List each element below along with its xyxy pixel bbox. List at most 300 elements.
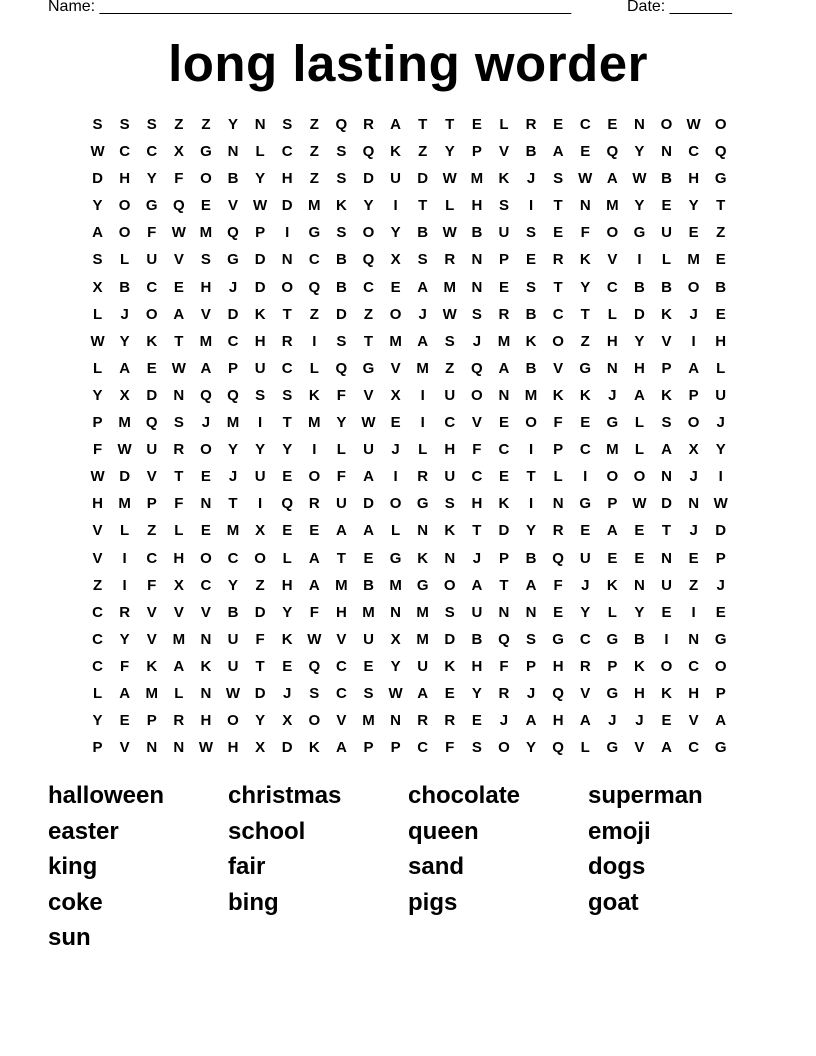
grid-letter: H <box>471 495 483 513</box>
grid-letter: F <box>580 224 590 242</box>
grid-letter: C <box>281 359 293 377</box>
grid-letter: W <box>442 224 457 242</box>
grid-letter: A <box>688 359 700 377</box>
grid-letter: M <box>524 386 538 404</box>
grid-letter: R <box>417 468 429 486</box>
grid-letter: W <box>171 359 186 377</box>
grid-letter: B <box>227 603 239 621</box>
grid-letter: N <box>200 630 212 648</box>
grid-letter: Q <box>552 549 564 567</box>
grid-letter: Y <box>146 170 157 188</box>
grid-letter: U <box>146 441 158 459</box>
grid-letter: J <box>716 576 725 594</box>
grid-letter: D <box>417 170 429 188</box>
grid-letter: M <box>497 332 511 350</box>
grid-letter: Y <box>526 522 537 540</box>
grid-letter: D <box>335 305 347 323</box>
grid-letter: K <box>579 251 591 269</box>
grid-letter: D <box>254 278 266 296</box>
grid-letter: K <box>444 522 456 540</box>
grid-letter: D <box>363 170 374 188</box>
grid-letter: Q <box>552 684 564 702</box>
grid-letter: X <box>390 386 401 404</box>
grid-letter: G <box>714 170 727 188</box>
grid-letter: Z <box>92 576 103 594</box>
grid-letter: A <box>417 278 429 296</box>
grid-letter: H <box>634 359 645 377</box>
grid-letter: Y <box>471 684 482 702</box>
grid-letter: W <box>361 414 376 432</box>
grid-letter: I <box>528 441 534 459</box>
grid-letter: D <box>363 495 374 513</box>
grid-letter: C <box>146 143 158 161</box>
grid-letter: C <box>498 441 510 459</box>
grid-letter: S <box>363 684 374 702</box>
grid-letter: Z <box>255 576 265 594</box>
grid-letter: C <box>92 657 103 675</box>
grid-letter: G <box>416 495 429 513</box>
grid-letter: Z <box>580 332 590 350</box>
grid-letter: P <box>146 495 157 513</box>
grid-letter: W <box>388 684 403 702</box>
grid-letter: Z <box>418 143 428 161</box>
grid-letter: I <box>285 224 290 242</box>
grid-letter: K <box>579 386 591 404</box>
grid-letter: K <box>281 630 293 648</box>
grid-letter: Y <box>634 143 645 161</box>
grid-letter: F <box>147 224 157 242</box>
grid-letter: O <box>714 657 727 675</box>
grid-letter: L <box>282 549 292 567</box>
grid-letter: N <box>146 739 158 757</box>
grid-letter: H <box>471 197 483 215</box>
grid-letter: D <box>281 197 293 215</box>
grid-letter: E <box>580 143 591 161</box>
grid-letter: H <box>227 739 239 757</box>
grid-letter: T <box>418 197 428 215</box>
grid-letter: A <box>363 522 374 540</box>
grid-letter: M <box>118 414 131 432</box>
grid-letter: Q <box>281 495 294 513</box>
grid-letter: Z <box>309 305 319 323</box>
grid-letter: J <box>526 170 536 188</box>
grid-letter: A <box>525 576 537 594</box>
grid-letter: Y <box>580 603 591 621</box>
grid-letter: N <box>200 495 212 513</box>
grid-letter: M <box>172 630 186 648</box>
grid-letter: Q <box>172 197 185 215</box>
grid-letter: D <box>444 630 456 648</box>
grid-letter: W <box>253 197 268 215</box>
grid-letter: F <box>309 603 319 621</box>
grid-letter: U <box>579 549 591 567</box>
grid-letter: C <box>552 305 564 323</box>
grid-letter: F <box>92 441 103 459</box>
grid-letter: O <box>633 468 646 486</box>
word-bank-item: queen <box>408 817 479 845</box>
grid-letter: S <box>282 116 293 133</box>
grid-letter: U <box>254 468 266 486</box>
grid-letter: L <box>120 251 130 269</box>
grid-letter: A <box>119 684 131 702</box>
grid-letter: S <box>200 251 211 269</box>
grid-letter: K <box>254 305 266 323</box>
grid-letter: E <box>661 712 672 730</box>
grid-letter: R <box>498 684 510 702</box>
grid-letter: S <box>282 386 293 404</box>
grid-letter: E <box>715 305 726 323</box>
grid-letter: N <box>444 549 456 567</box>
grid-letter: O <box>389 495 402 513</box>
grid-letter: S <box>336 224 347 242</box>
grid-letter: B <box>634 278 645 296</box>
grid-letter: M <box>226 414 240 432</box>
grid-letter: A <box>525 712 537 730</box>
grid-letter: J <box>201 414 211 432</box>
grid-letter: O <box>687 414 700 432</box>
grid-letter: L <box>634 441 644 459</box>
grid-letter: N <box>471 251 483 269</box>
grid-letter: S <box>471 305 482 323</box>
grid-letter: I <box>312 441 317 459</box>
grid-letter: R <box>498 305 510 323</box>
grid-letter: Q <box>335 116 348 133</box>
grid-letter: C <box>308 251 320 269</box>
grid-letter: F <box>499 657 509 675</box>
grid-letter: B <box>335 251 347 269</box>
word-bank-item: sun <box>48 924 91 951</box>
grid-letter: J <box>526 684 536 702</box>
grid-letter: V <box>688 712 699 730</box>
grid-letter: G <box>145 197 158 215</box>
grid-letter: O <box>308 712 321 730</box>
grid-letter: G <box>633 224 646 242</box>
grid-letter: L <box>418 441 428 459</box>
grid-letter: G <box>416 576 429 594</box>
grid-letter: Y <box>634 603 645 621</box>
grid-letter: A <box>363 468 374 486</box>
grid-letter: V <box>580 684 591 702</box>
grid-letter: S <box>92 251 103 269</box>
grid-letter: T <box>445 116 455 133</box>
grid-letter: Q <box>552 739 564 757</box>
grid-letter: I <box>393 197 398 215</box>
grid-letter: K <box>200 657 212 675</box>
grid-letter: T <box>418 116 428 133</box>
grid-letter: M <box>362 712 375 730</box>
grid-letter: G <box>389 549 402 567</box>
word-bank-item: dogs <box>588 853 646 880</box>
grid-letter: W <box>713 495 728 513</box>
grid-letter: E <box>119 712 130 730</box>
grid-letter: N <box>173 386 185 404</box>
grid-letter: B <box>525 359 537 377</box>
grid-letter: U <box>227 657 239 675</box>
grid-letter: T <box>580 305 590 323</box>
grid-letter: N <box>661 143 672 161</box>
grid-letter: T <box>228 495 238 513</box>
word-bank-item: school <box>228 817 306 845</box>
grid-letter: C <box>471 468 483 486</box>
grid-letter: P <box>498 549 509 567</box>
grid-letter: R <box>525 116 537 133</box>
grid-letter: W <box>686 116 701 133</box>
grid-letter: F <box>472 441 482 459</box>
grid-letter: M <box>199 332 213 350</box>
grid-letter: I <box>691 332 696 350</box>
grid-letter: U <box>661 576 672 594</box>
grid-letter: S <box>336 143 347 161</box>
grid-letter: G <box>552 630 564 648</box>
date-field-label: Date: _______ <box>627 0 732 15</box>
grid-letter: H <box>254 332 266 350</box>
grid-letter: W <box>225 684 241 702</box>
grid-letter: U <box>498 224 510 242</box>
grid-letter: R <box>173 712 185 730</box>
grid-letter: Q <box>335 359 348 377</box>
grid-letter: X <box>173 576 184 594</box>
grid-letter: P <box>553 441 564 459</box>
grid-letter: O <box>714 116 727 133</box>
grid-letter: B <box>119 278 131 296</box>
grid-letter: Y <box>444 143 455 161</box>
grid-letter: U <box>363 630 374 648</box>
grid-letter: L <box>607 603 617 621</box>
grid-letter: W <box>442 170 457 188</box>
grid-letter: Y <box>634 197 645 215</box>
grid-letter: H <box>606 332 618 350</box>
grid-letter: I <box>420 414 425 432</box>
grid-letter: C <box>92 603 103 621</box>
grid-letter: H <box>715 332 727 350</box>
grid-letter: I <box>528 495 534 513</box>
grid-letter: N <box>227 143 239 161</box>
grid-letter: G <box>362 359 375 377</box>
grid-letter: L <box>661 251 672 269</box>
grid-letter: C <box>335 684 347 702</box>
grid-letter: O <box>471 386 483 404</box>
grid-letter: S <box>309 684 320 702</box>
grid-letter: F <box>553 414 563 432</box>
grid-letter: E <box>607 116 618 133</box>
grid-letter: E <box>688 549 699 567</box>
grid-letter: C <box>579 630 591 648</box>
grid-letter: O <box>200 549 212 567</box>
grid-letter: D <box>119 468 131 486</box>
word-bank-item: christmas <box>228 782 342 809</box>
grid-letter: L <box>499 116 509 133</box>
grid-letter: E <box>173 278 184 296</box>
grid-letter: L <box>120 522 130 540</box>
grid-letter: O <box>389 305 402 323</box>
grid-letter: H <box>688 170 700 188</box>
grid-letter: K <box>661 684 672 702</box>
grid-letter: H <box>119 170 131 188</box>
grid-letter: Y <box>228 441 239 459</box>
grid-letter: M <box>199 224 213 242</box>
grid-letter: E <box>498 278 509 296</box>
grid-letter: I <box>691 603 696 621</box>
word-bank-item: halloween <box>48 782 165 809</box>
grid-letter: N <box>634 116 645 133</box>
grid-letter: N <box>634 576 645 594</box>
grid-letter: P <box>92 739 103 757</box>
grid-letter: A <box>92 224 103 242</box>
grid-letter: A <box>417 332 429 350</box>
grid-letter: M <box>443 278 457 296</box>
grid-letter: I <box>122 549 127 567</box>
grid-letter: P <box>526 657 537 675</box>
grid-letter: Z <box>174 116 184 133</box>
grid-letter: Y <box>634 332 645 350</box>
grid-letter: V <box>471 414 482 432</box>
grid-letter: U <box>417 657 429 675</box>
grid-letter: I <box>420 386 425 404</box>
grid-letter: E <box>634 549 645 567</box>
grid-letter: L <box>174 684 184 702</box>
grid-letter: B <box>471 224 483 242</box>
grid-letter: P <box>607 495 618 513</box>
grid-letter: E <box>498 414 509 432</box>
grid-letter: U <box>471 603 483 621</box>
grid-letter: M <box>226 522 240 540</box>
grid-letter: M <box>118 495 131 513</box>
grid-letter: D <box>254 603 266 621</box>
grid-letter: M <box>416 603 429 621</box>
grid-letter: E <box>363 657 374 675</box>
grid-letter: E <box>390 414 401 432</box>
grid-letter: R <box>552 251 564 269</box>
grid-letter: P <box>607 657 618 675</box>
grid-letter: X <box>255 522 266 540</box>
grid-letter: V <box>146 603 157 621</box>
grid-letter: C <box>281 143 293 161</box>
grid-letter: J <box>689 468 698 486</box>
grid-letter: J <box>689 522 698 540</box>
grid-letter: L <box>634 414 644 432</box>
grid-letter: E <box>200 522 211 540</box>
grid-letter: S <box>444 332 455 350</box>
grid-letter: K <box>308 739 320 757</box>
page-title: long lasting worder <box>168 35 648 92</box>
grid-letter: F <box>336 468 346 486</box>
word-bank-item: emoji <box>588 817 651 845</box>
grid-letter: X <box>390 630 401 648</box>
grid-letter: H <box>444 441 456 459</box>
grid-letter: E <box>471 116 482 133</box>
grid-letter: F <box>147 576 157 594</box>
grid-letter: T <box>526 468 536 486</box>
grid-letter: B <box>335 278 347 296</box>
grid-letter: B <box>661 278 672 296</box>
grid-letter: H <box>688 684 700 702</box>
grid-letter: N <box>498 386 510 404</box>
grid-letter: E <box>498 468 509 486</box>
grid-letter: S <box>119 116 130 133</box>
grid-letter: L <box>553 468 563 486</box>
grid-letter: E <box>715 251 726 269</box>
grid-letter: S <box>255 386 266 404</box>
grid-letter: N <box>254 116 266 133</box>
grid-letter: Y <box>92 712 103 730</box>
grid-letter: J <box>608 386 617 404</box>
grid-letter: Y <box>92 197 103 215</box>
letter-grid <box>84 111 734 761</box>
grid-letter: E <box>526 251 537 269</box>
grid-letter: O <box>498 739 510 757</box>
grid-letter: B <box>363 576 374 594</box>
grid-letter: F <box>336 386 346 404</box>
grid-letter: Y <box>282 603 293 621</box>
grid-letter: K <box>417 549 429 567</box>
grid-letter: C <box>200 576 212 594</box>
grid-letter: W <box>632 495 647 513</box>
grid-letter: N <box>552 495 564 513</box>
grid-letter: O <box>118 224 131 242</box>
grid-letter: D <box>146 386 158 404</box>
word-bank <box>48 778 768 956</box>
grid-letter: P <box>255 224 266 242</box>
grid-letter: K <box>661 386 672 404</box>
grid-letter: K <box>308 386 320 404</box>
grid-letter: X <box>282 712 293 730</box>
grid-letter: G <box>714 739 727 757</box>
grid-letter: B <box>525 305 537 323</box>
grid-letter: O <box>552 332 564 350</box>
grid-letter: U <box>390 170 401 188</box>
grid-letter: O <box>606 224 619 242</box>
grid-letter: A <box>335 739 347 757</box>
grid-letter: K <box>525 332 537 350</box>
grid-letter: U <box>254 359 266 377</box>
grid-letter: E <box>363 549 374 567</box>
grid-letter: H <box>281 576 293 594</box>
grid-letter: M <box>606 197 619 215</box>
grid-letter: T <box>499 576 509 594</box>
grid-letter: Y <box>363 197 374 215</box>
grid-letter: Y <box>580 278 591 296</box>
word-bank-item: superman <box>588 782 703 809</box>
grid-letter: P <box>92 414 103 432</box>
grid-letter: I <box>122 576 127 594</box>
grid-letter: T <box>255 657 265 675</box>
grid-letter: A <box>634 386 645 404</box>
grid-letter: P <box>390 739 401 757</box>
grid-letter: V <box>92 549 103 567</box>
grid-letter: S <box>444 495 455 513</box>
grid-letter: O <box>660 116 673 133</box>
grid-letter: O <box>200 441 212 459</box>
grid-letter: O <box>254 549 266 567</box>
grid-letter: G <box>606 414 619 432</box>
grid-letter: C <box>688 143 700 161</box>
grid-letter: X <box>255 739 266 757</box>
grid-letter: E <box>471 712 482 730</box>
grid-letter: Q <box>308 657 321 675</box>
grid-letter: F <box>174 170 184 188</box>
grid-letter: Q <box>362 143 375 161</box>
grid-letter: S <box>526 278 537 296</box>
grid-letter: X <box>173 143 184 161</box>
grid-letter: C <box>119 143 131 161</box>
grid-letter: L <box>92 305 103 323</box>
grid-letter: H <box>200 278 212 296</box>
grid-letter: W <box>117 441 132 459</box>
grid-letter: J <box>472 549 482 567</box>
grid-letter: G <box>579 495 592 513</box>
grid-letter: I <box>312 332 317 350</box>
grid-letter: A <box>498 359 510 377</box>
